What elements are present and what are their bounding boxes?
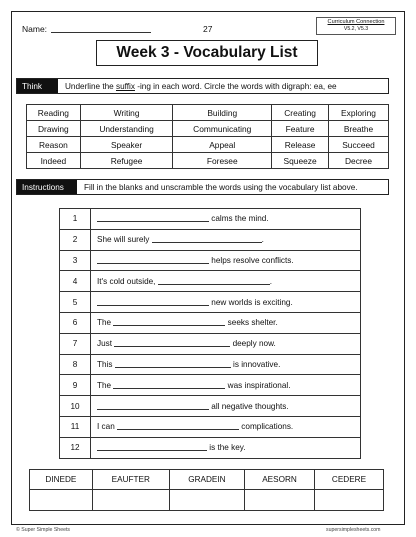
vocab-row bbox=[27, 121, 389, 137]
sentence-cell bbox=[91, 271, 361, 292]
instructions-text: Fill in the blanks and unscramble the words using the vocabulary list above. bbox=[84, 182, 358, 192]
sentence-row bbox=[60, 375, 361, 396]
vocab-word: Reading bbox=[27, 105, 81, 121]
unscramble-table bbox=[29, 469, 384, 511]
vocab-word: Feature bbox=[272, 121, 329, 137]
sentence-number: 10 bbox=[60, 396, 91, 417]
unscramble-answer-cell[interactable] bbox=[169, 490, 244, 511]
scrambled-word: DINEDE bbox=[30, 470, 93, 490]
think-text-after: -ing in each word. Circle the words with digraph: ea, ee bbox=[134, 81, 337, 91]
sentence-row bbox=[60, 416, 361, 437]
sentence-cell bbox=[91, 416, 361, 437]
sentence-text-after: is innovative. bbox=[230, 359, 281, 369]
answer-blank[interactable] bbox=[97, 305, 209, 306]
sentence-cell bbox=[91, 229, 361, 250]
sentence-text-after: all negative thoughts. bbox=[209, 401, 289, 411]
sentence-cell bbox=[91, 250, 361, 271]
scrambled-word: CEDERE bbox=[314, 470, 383, 490]
sentence-text-after: deeply now. bbox=[230, 339, 276, 349]
sentence-cell bbox=[91, 312, 361, 333]
vocab-word: Speaker bbox=[80, 137, 173, 153]
name-field bbox=[22, 24, 151, 34]
vocab-word: Drawing bbox=[27, 121, 81, 137]
sentence-row bbox=[60, 354, 361, 375]
think-text-before: Underline the bbox=[65, 81, 116, 91]
sentence-text-before: This bbox=[97, 359, 115, 369]
answer-blank[interactable] bbox=[97, 263, 209, 264]
sentence-text-after: was inspirational. bbox=[225, 380, 291, 390]
sentence-text-before: I can bbox=[97, 422, 118, 432]
sentence-text-before: It's cold outside, bbox=[97, 276, 158, 286]
vocab-word: Writing bbox=[80, 105, 173, 121]
curriculum-connection-box bbox=[316, 17, 396, 35]
sentence-number: 1 bbox=[60, 209, 91, 230]
vocab-word: Decree bbox=[329, 153, 389, 169]
sentence-cell bbox=[91, 354, 361, 375]
instructions-bar bbox=[16, 179, 389, 195]
answer-blank[interactable] bbox=[158, 284, 270, 285]
footer-copyright: © Super Simple Sheets bbox=[16, 527, 70, 533]
answer-blank[interactable] bbox=[97, 409, 209, 410]
sentence-cell bbox=[91, 396, 361, 417]
vocab-word: Indeed bbox=[27, 153, 81, 169]
sentence-text-after: calms the mind. bbox=[209, 214, 269, 224]
sentence-row bbox=[60, 333, 361, 354]
sentence-text-before: The bbox=[97, 318, 114, 328]
answer-blank[interactable] bbox=[113, 388, 225, 389]
sentence-row bbox=[60, 312, 361, 333]
sentence-text-after: complications. bbox=[239, 422, 294, 432]
scrambled-row bbox=[30, 470, 384, 490]
vocab-word: Exploring bbox=[329, 105, 389, 121]
sentence-cell bbox=[91, 209, 361, 230]
sentence-number: 6 bbox=[60, 312, 91, 333]
answer-blank[interactable] bbox=[97, 221, 209, 222]
vocab-word: Appeal bbox=[173, 137, 272, 153]
vocabulary-table bbox=[26, 104, 389, 169]
think-bar bbox=[16, 78, 389, 94]
sentence-cell bbox=[91, 333, 361, 354]
vocab-row bbox=[27, 153, 389, 169]
sentence-text-before: She will surely bbox=[97, 235, 152, 245]
sentence-cell bbox=[91, 437, 361, 458]
answer-blank[interactable] bbox=[152, 242, 262, 243]
footer-website: supersimplesheets.com bbox=[326, 527, 381, 533]
sentence-row bbox=[60, 292, 361, 313]
sentence-row bbox=[60, 396, 361, 417]
sentence-cell bbox=[91, 292, 361, 313]
sentence-row bbox=[60, 437, 361, 458]
sentence-text-after: is the key. bbox=[207, 443, 246, 453]
scrambled-word: AESORN bbox=[245, 470, 315, 490]
vocab-word: Understanding bbox=[80, 121, 173, 137]
name-label: Name: bbox=[22, 24, 48, 34]
answer-blank[interactable] bbox=[117, 429, 239, 430]
page-number: 27 bbox=[203, 24, 213, 34]
vocab-word: Release bbox=[272, 137, 329, 153]
sentence-number: 12 bbox=[60, 437, 91, 458]
page-title: Week 3 - Vocabulary List bbox=[96, 40, 318, 66]
sentence-number: 5 bbox=[60, 292, 91, 313]
name-line[interactable] bbox=[51, 32, 151, 33]
answer-blank[interactable] bbox=[97, 450, 207, 451]
answer-blank[interactable] bbox=[115, 367, 231, 368]
vocab-word: Communicating bbox=[173, 121, 272, 137]
vocab-word: Squeeze bbox=[272, 153, 329, 169]
sentence-cell bbox=[91, 375, 361, 396]
unscramble-answer-cell[interactable] bbox=[30, 490, 93, 511]
sentence-number: 9 bbox=[60, 375, 91, 396]
unscramble-answer-cell[interactable] bbox=[92, 490, 169, 511]
sentence-text-after: seeks shelter. bbox=[225, 318, 278, 328]
curriculum-connection-title: Curriculum Connection bbox=[327, 19, 385, 25]
vocab-word: Succeed bbox=[329, 137, 389, 153]
vocab-word: Refugee bbox=[80, 153, 173, 169]
instructions-tag: Instructions bbox=[17, 180, 77, 194]
curriculum-codes: V5.2, V5.3 bbox=[343, 25, 369, 32]
sentence-number: 8 bbox=[60, 354, 91, 375]
sentence-text-after: . bbox=[269, 276, 273, 286]
scrambled-word: EAUFTER bbox=[92, 470, 169, 490]
scrambled-word: GRADEIN bbox=[169, 470, 244, 490]
sentence-number: 2 bbox=[60, 229, 91, 250]
vocab-row bbox=[27, 105, 389, 121]
vocab-word: Building bbox=[173, 105, 272, 121]
answer-blank[interactable] bbox=[114, 346, 230, 347]
unscramble-answer-cell[interactable] bbox=[314, 490, 383, 511]
answer-row bbox=[30, 490, 384, 511]
sentence-text-after: . bbox=[261, 235, 264, 245]
sentence-number: 7 bbox=[60, 333, 91, 354]
sentence-number: 3 bbox=[60, 250, 91, 271]
unscramble-answer-cell[interactable] bbox=[245, 490, 315, 511]
vocab-word: Breathe bbox=[329, 121, 389, 137]
sentence-number: 4 bbox=[60, 271, 91, 292]
answer-blank[interactable] bbox=[113, 325, 225, 326]
sentence-number: 11 bbox=[60, 416, 91, 437]
sentence-text-after: new worlds is exciting. bbox=[209, 297, 293, 307]
sentence-row bbox=[60, 229, 361, 250]
vocab-word: Reason bbox=[27, 137, 81, 153]
sentence-text-before: Just bbox=[97, 339, 115, 349]
think-text bbox=[58, 82, 337, 91]
think-tag: Think bbox=[17, 79, 58, 93]
vocab-row bbox=[27, 137, 389, 153]
sentence-text-after: helps resolve conflicts. bbox=[209, 255, 294, 265]
sentence-row bbox=[60, 271, 361, 292]
vocab-word: Foresee bbox=[173, 153, 272, 169]
vocab-word: Creating bbox=[272, 105, 329, 121]
sentence-text-before: The bbox=[97, 380, 114, 390]
fill-in-table bbox=[59, 208, 361, 459]
sentence-row bbox=[60, 209, 361, 230]
sentence-row bbox=[60, 250, 361, 271]
think-text-suffix: suffix bbox=[115, 81, 135, 91]
